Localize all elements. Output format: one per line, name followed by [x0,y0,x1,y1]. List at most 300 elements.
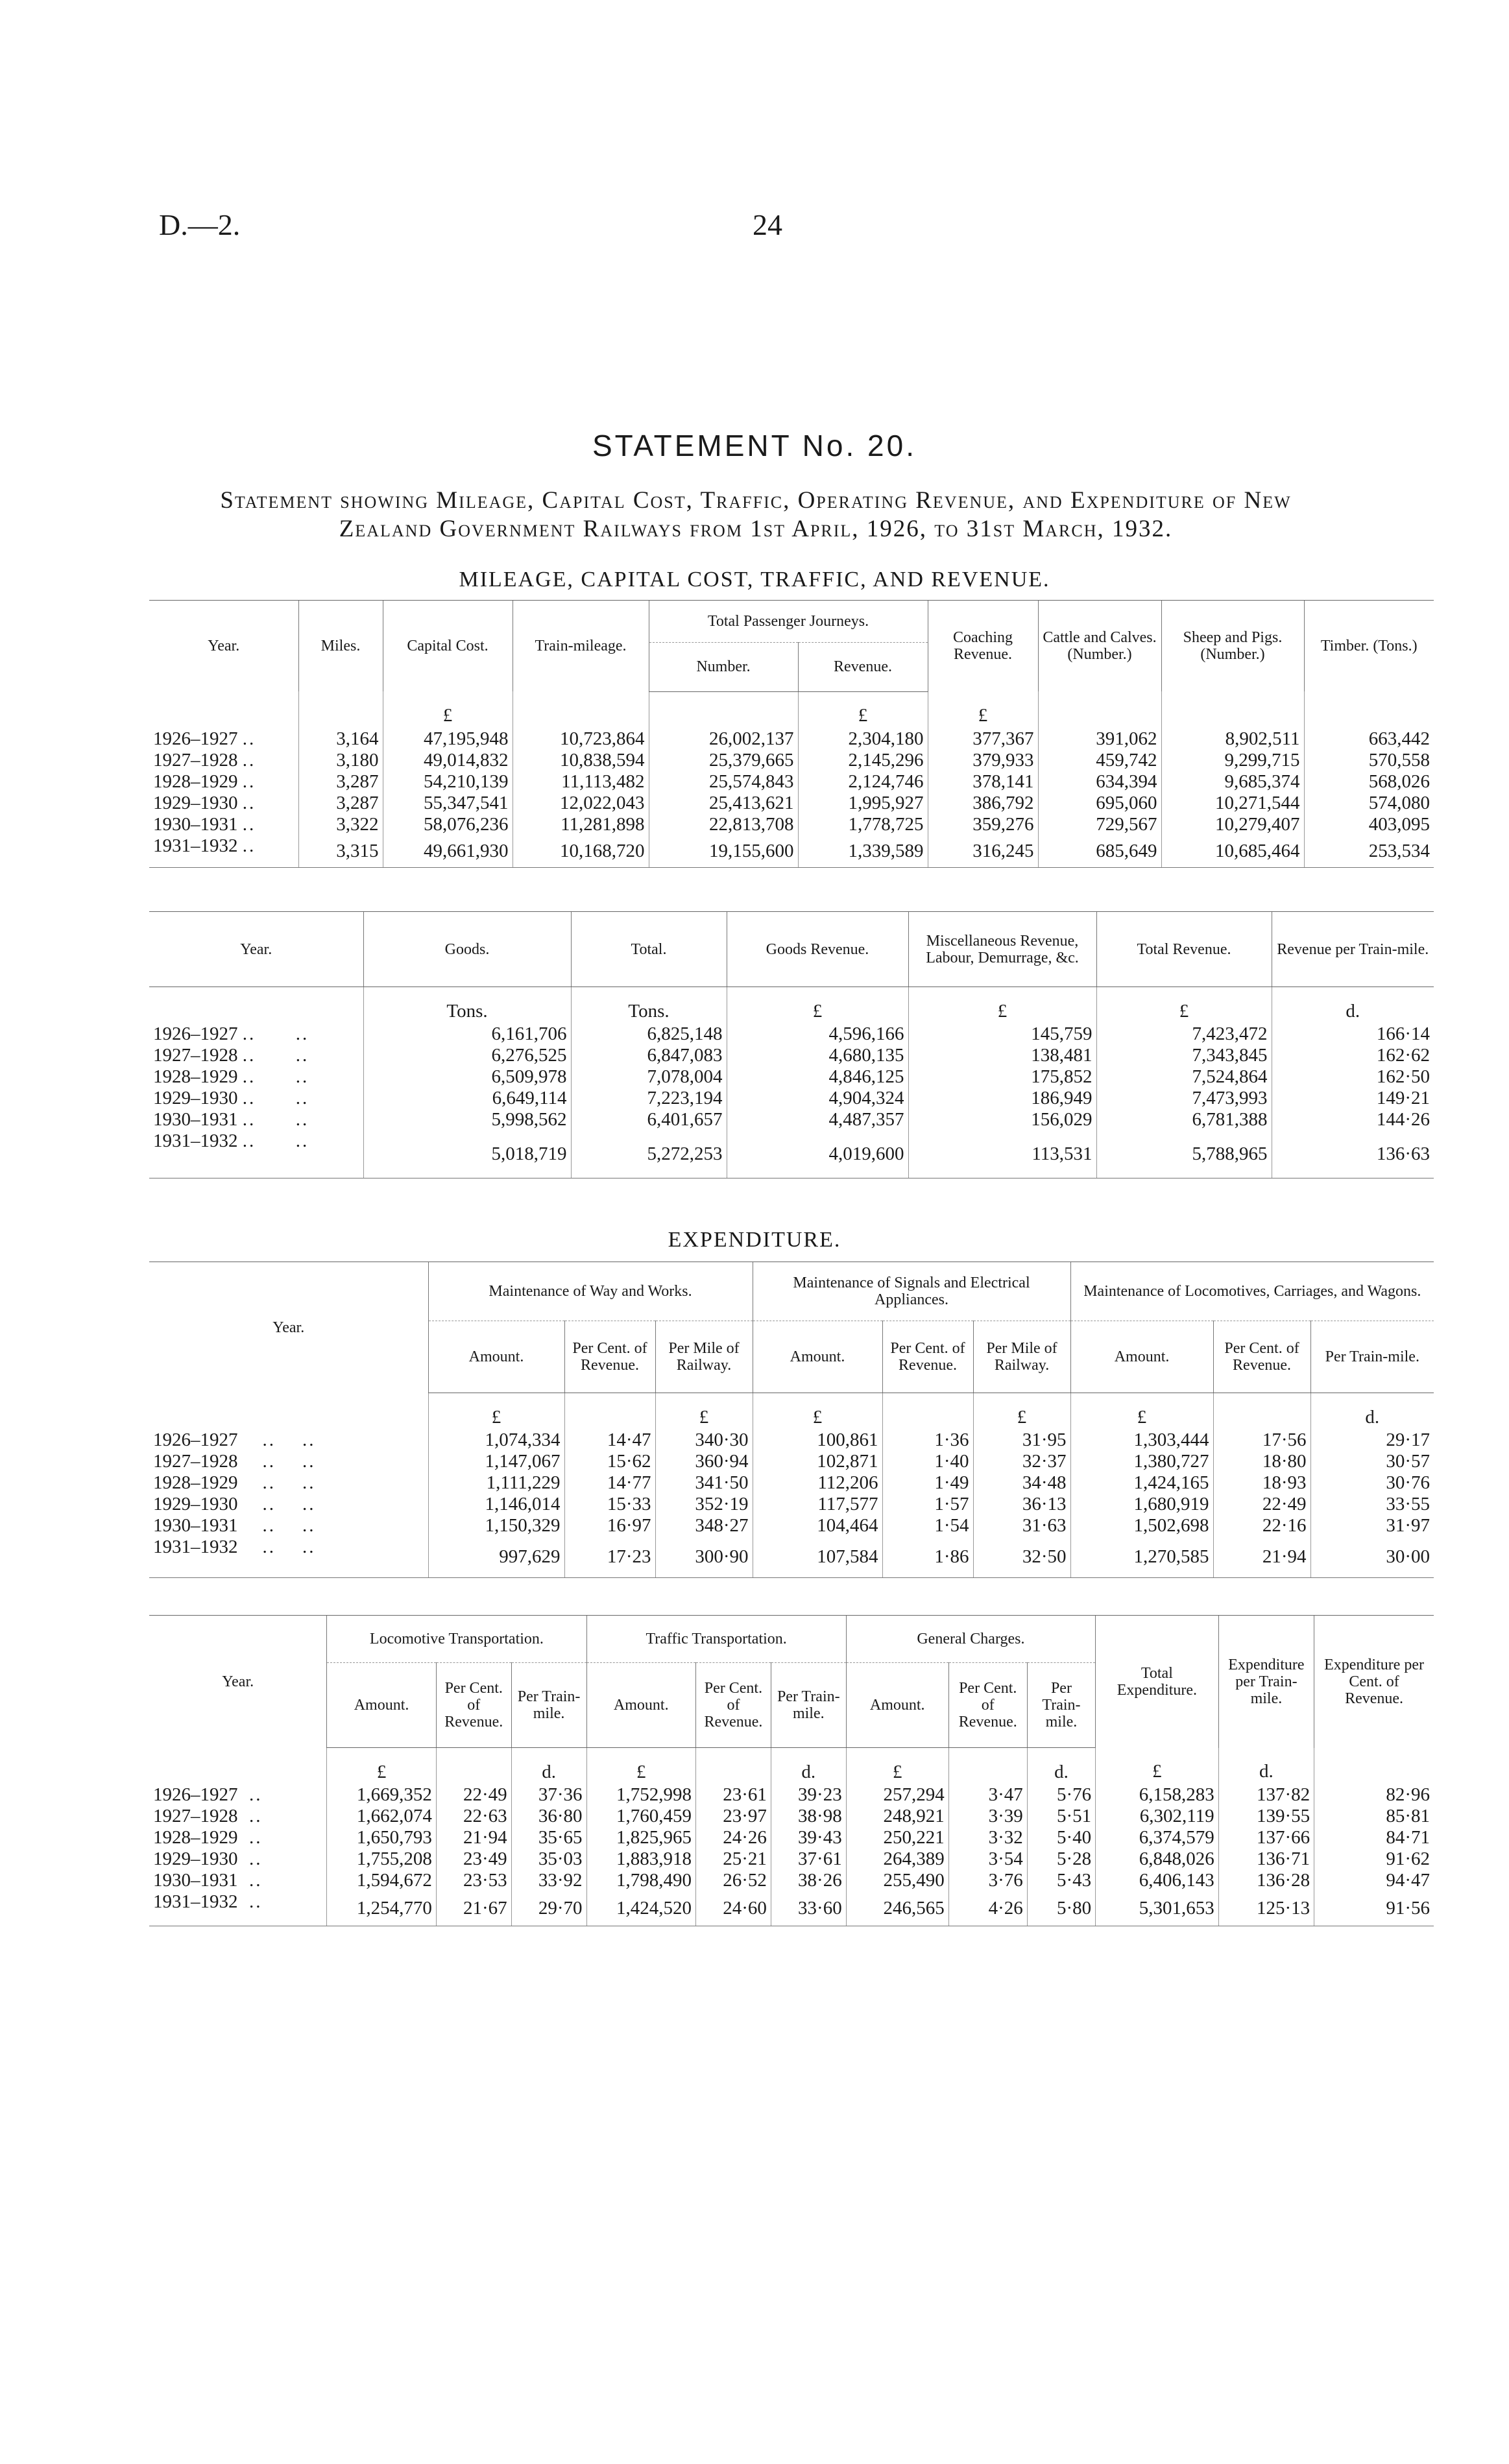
cattle-cell: 634,394 [1038,771,1161,793]
goods-revenue-cell: 4,596,166 [727,1023,908,1045]
expenditure-pct-cell: 94·47 [1314,1870,1434,1891]
expenditure-train-mile-cell: 137·82 [1218,1784,1314,1806]
goods-cell: 6,509,978 [363,1066,571,1088]
col-per-cent: Per Cent. of Revenue. [436,1663,511,1748]
loco-amount-cell: 1,270,585 [1070,1537,1213,1578]
row-year: 1930–1931 [153,1109,238,1130]
signals-mile-cell: 36·13 [973,1494,1070,1515]
row-year: 1927–1928 [153,1045,238,1066]
col-amount: Amount. [753,1321,882,1393]
misc-cell: 113,531 [908,1130,1096,1178]
signals-pct-cell: 1·54 [882,1515,973,1537]
col-per-train-mile: Per Train-mile. [771,1663,846,1748]
signals-mile-cell: 32·37 [973,1451,1070,1472]
traffic-train-mile-cell: 33·60 [771,1891,846,1926]
signals-amount-cell: 107,584 [753,1537,882,1578]
unit-pence: d. [1272,987,1434,1024]
section-title-mileage: MILEAGE, CAPITAL COST, TRAFFIC, AND REVENUE. [459,568,1050,592]
total-cell: 6,847,083 [571,1045,727,1066]
traffic-amount-cell: 1,825,965 [586,1827,696,1848]
unit-pound: £ [798,691,928,728]
general-pct-cell: 3·39 [948,1806,1027,1827]
col-way-works: Maintenance of Way and Works. [428,1262,753,1321]
row-year: 1926–1927 [153,1784,238,1805]
loco-train-mile-cell: 30·00 [1310,1537,1434,1578]
miles-cell: 3,315 [298,835,383,868]
passenger-number-cell: 19,155,600 [649,835,798,868]
subtitle-line-1: Statement showing Mileage, Capital Cost, Traffic, Operating Revenue, and Expenditure of New [220,487,1292,514]
passenger-revenue-cell: 2,124,746 [798,771,928,793]
general-pct-cell: 3·54 [948,1848,1027,1870]
goods-cell: 6,276,525 [363,1045,571,1066]
table-row: 1929–1930 .. 3,287 55,347,541 12,022,043 25,413,621 1,995,927 386,792 695,060 10,271,544 574,080 [149,793,1434,814]
unit-pound: £ [1070,1393,1213,1430]
table-row: 1929–1930 .. 1,755,208 23·49 35·03 1,883,918 25·21 37·61 264,389 3·54 5·28 6,848,026 136·71 91·62 [149,1848,1434,1870]
loco-pct-cell: 21·67 [436,1891,511,1926]
misc-cell: 156,029 [908,1109,1096,1130]
total-revenue-cell: 5,788,965 [1096,1130,1272,1178]
table-row: 1928–1929 .. .. 1,111,229 14·77 341·50 112,206 1·49 34·48 1,424,165 18·93 30·76 [149,1472,1434,1494]
train-mileage-cell: 10,838,594 [513,750,649,771]
table-row: 1930–1931 .. 3,322 58,076,236 11,281,898 22,813,708 1,778,725 359,276 729,567 10,279,407 403,095 [149,814,1434,835]
loco-train-mile-cell: 31·97 [1310,1515,1434,1537]
col-per-train-mile: Per Train-mile. [1027,1663,1095,1748]
table-row: 1930–1931 .. .. 1,150,329 16·97 348·27 104,464 1·54 31·63 1,502,698 22·16 31·97 [149,1515,1434,1537]
col-total: Total. [571,912,727,987]
loco-train-mile-cell: 36·80 [511,1806,586,1827]
way-amount-cell: 1,150,329 [428,1515,564,1537]
table-row: 1927–1928 .. .. 1,147,067 15·62 360·94 102,871 1·40 32·37 1,380,727 18·80 30·57 [149,1451,1434,1472]
miles-cell: 3,180 [298,750,383,771]
signals-pct-cell: 1·36 [882,1429,973,1451]
total-revenue-cell: 7,423,472 [1096,1023,1272,1045]
col-sheep: Sheep and Pigs. (Number.) [1161,601,1304,692]
per-mile-cell: 162·50 [1272,1066,1434,1088]
expenditure-pct-cell: 91·62 [1314,1848,1434,1870]
total-revenue-cell: 7,524,864 [1096,1066,1272,1088]
coaching-cell: 386,792 [928,793,1038,814]
general-pct-cell: 3·76 [948,1870,1027,1891]
capital-cell: 58,076,236 [383,814,513,835]
col-per-cent: Per Cent. of Revenue. [564,1321,655,1393]
general-train-mile-cell: 5·51 [1027,1806,1095,1827]
loco-amount-cell: 1,650,793 [327,1827,437,1848]
way-mile-cell: 352·19 [655,1494,753,1515]
loco-pct-cell: 18·93 [1213,1472,1310,1494]
way-pct-cell: 15·62 [564,1451,655,1472]
sheep-cell: 10,685,464 [1161,835,1304,868]
table-row: 1931–1932 .. 1,254,770 21·67 29·70 1,424,520 24·60 33·60 246,565 4·26 5·80 5,301,653 125·13 91·56 [149,1891,1434,1926]
loco-amount-cell: 1,662,074 [327,1806,437,1827]
col-year: Year. [149,601,298,692]
passenger-revenue-cell: 2,145,296 [798,750,928,771]
col-total-expenditure: Total Expenditure. [1096,1616,1219,1748]
goods-revenue-cell: 4,680,135 [727,1045,908,1066]
unit-pound: £ [586,1748,696,1785]
capital-cell: 49,014,832 [383,750,513,771]
loco-amount-cell: 1,669,352 [327,1784,437,1806]
loco-train-mile-cell: 30·76 [1310,1472,1434,1494]
table-row: 1927–1928 .. .. 6,276,525 6,847,083 4,680,135 138,481 7,343,845 162·62 [149,1045,1434,1066]
expenditure-pct-cell: 85·81 [1314,1806,1434,1827]
way-pct-cell: 16·97 [564,1515,655,1537]
table-row: 1931–1932 .. .. 5,018,719 5,272,253 4,019,600 113,531 5,788,965 136·63 [149,1130,1434,1178]
section-title-expenditure: EXPENDITURE. [668,1228,841,1252]
loco-train-mile-cell: 30·57 [1310,1451,1434,1472]
loco-amount-cell: 1,254,770 [327,1891,437,1926]
way-mile-cell: 340·30 [655,1429,753,1451]
col-cattle: Cattle and Calves. (Number.) [1038,601,1161,692]
passenger-number-cell: 25,413,621 [649,793,798,814]
table-row: 1928–1929 .. 1,650,793 21·94 35·65 1,825,965 24·26 39·43 250,221 3·32 5·40 6,374,579 137·66 84·71 [149,1827,1434,1848]
col-per-cent: Per Cent. of Revenue. [948,1663,1027,1748]
total-cell: 6,401,657 [571,1109,727,1130]
loco-pct-cell: 17·56 [1213,1429,1310,1451]
traffic-amount-cell: 1,424,520 [586,1891,696,1926]
way-mile-cell: 341·50 [655,1472,753,1494]
total-cell: 7,078,004 [571,1066,727,1088]
general-pct-cell: 3·32 [948,1827,1027,1848]
row-year: 1930–1931 [153,813,238,835]
row-year: 1927–1928 [153,1451,238,1472]
goods-cell: 5,018,719 [363,1130,571,1178]
table-row: 1930–1931 .. .. 5,998,562 6,401,657 4,487,357 156,029 6,781,388 144·26 [149,1109,1434,1130]
traffic-train-mile-cell: 38·98 [771,1806,846,1827]
loco-train-mile-cell: 35·03 [511,1848,586,1870]
total-revenue-cell: 7,343,845 [1096,1045,1272,1066]
row-year: 1926–1927 [153,1023,238,1044]
col-revenue-per-train-mile: Revenue per Train-mile. [1272,912,1434,987]
traffic-amount-cell: 1,883,918 [586,1848,696,1870]
signals-pct-cell: 1·40 [882,1451,973,1472]
traffic-pct-cell: 26·52 [696,1870,771,1891]
total-cell: 6,825,148 [571,1023,727,1045]
total-expenditure-cell: 6,406,143 [1096,1870,1219,1891]
total-cell: 5,272,253 [571,1130,727,1178]
expenditure-train-mile-cell: 139·55 [1218,1806,1314,1827]
unit-pound: £ [428,1393,564,1430]
passenger-number-cell: 26,002,137 [649,728,798,750]
general-train-mile-cell: 5·76 [1027,1784,1095,1806]
timber-cell: 253,534 [1304,835,1434,868]
expenditure-train-mile-cell: 136·28 [1218,1870,1314,1891]
per-mile-cell: 136·63 [1272,1130,1434,1178]
row-year: 1929–1930 [153,1088,238,1108]
unit-tons: Tons. [363,987,571,1024]
miles-cell: 3,287 [298,771,383,793]
expenditure-pct-cell: 84·71 [1314,1827,1434,1848]
loco-amount-cell: 1,502,698 [1070,1515,1213,1537]
per-mile-cell: 144·26 [1272,1109,1434,1130]
traffic-pct-cell: 23·61 [696,1784,771,1806]
transportation-expenditure-table [149,1615,1434,1926]
unit-pound: £ [1096,1748,1219,1785]
way-mile-cell: 348·27 [655,1515,753,1537]
traffic-amount-cell: 1,760,459 [586,1806,696,1827]
way-mile-cell: 360·94 [655,1451,753,1472]
col-per-cent: Per Cent. of Revenue. [882,1321,973,1393]
goods-revenue-cell: 4,904,324 [727,1088,908,1109]
capital-cell: 47,195,948 [383,728,513,750]
signals-mile-cell: 31·63 [973,1515,1070,1537]
col-miles: Miles. [298,601,383,692]
general-train-mile-cell: 5·80 [1027,1891,1095,1926]
expenditure-pct-cell: 82·96 [1314,1784,1434,1806]
total-expenditure-cell: 6,302,119 [1096,1806,1219,1827]
misc-cell: 145,759 [908,1023,1096,1045]
loco-pct-cell: 21·94 [436,1827,511,1848]
col-train-mileage: Train-mileage. [513,601,649,692]
expenditure-pct-cell: 91·56 [1314,1891,1434,1926]
per-mile-cell: 166·14 [1272,1023,1434,1045]
loco-train-mile-cell: 35·65 [511,1827,586,1848]
total-expenditure-cell: 6,374,579 [1096,1827,1219,1848]
train-mileage-cell: 10,723,864 [513,728,649,750]
col-goods-revenue: Goods Revenue. [727,912,908,987]
per-mile-cell: 149·21 [1272,1088,1434,1109]
sheep-cell: 9,685,374 [1161,771,1304,793]
general-train-mile-cell: 5·28 [1027,1848,1095,1870]
coaching-cell: 377,367 [928,728,1038,750]
traffic-pct-cell: 25·21 [696,1848,771,1870]
general-amount-cell: 246,565 [846,1891,948,1926]
sheep-cell: 9,299,715 [1161,750,1304,771]
unit-pence: d. [1218,1748,1314,1785]
way-mile-cell: 300·90 [655,1537,753,1578]
capital-cell: 54,210,139 [383,771,513,793]
goods-revenue-cell: 4,019,600 [727,1130,908,1178]
way-amount-cell: 1,111,229 [428,1472,564,1494]
col-amount: Amount. [846,1663,948,1748]
row-year: 1930–1931 [153,1515,238,1536]
col-traffic-transportation: Traffic Transportation. [586,1616,846,1663]
misc-cell: 138,481 [908,1045,1096,1066]
goods-cell: 5,998,562 [363,1109,571,1130]
goods-cell: 6,649,114 [363,1088,571,1109]
table-row: 1929–1930 .. .. 1,146,014 15·33 352·19 117,577 1·57 36·13 1,680,919 22·49 33·55 [149,1494,1434,1515]
row-year: 1928–1929 [153,1827,238,1848]
row-year: 1927–1928 [153,1806,238,1826]
loco-train-mile-cell: 37·36 [511,1784,586,1806]
col-goods: Goods. [363,912,571,987]
expenditure-train-mile-cell: 137·66 [1218,1827,1314,1848]
col-per-mile-railway: Per Mile of Railway. [973,1321,1070,1393]
row-year: 1928–1929 [153,1472,238,1493]
unit-pence: d. [1027,1748,1095,1785]
coaching-cell: 359,276 [928,814,1038,835]
col-general-charges: General Charges. [846,1616,1095,1663]
table-row: 1928–1929 .. .. 6,509,978 7,078,004 4,846,125 175,852 7,524,864 162·50 [149,1066,1434,1088]
unit-pence: d. [511,1748,586,1785]
goods-revenue-table [149,911,1434,1178]
unit-pound: £ [753,1393,882,1430]
col-locomotives: Maintenance of Locomotives, Carriages, and Wagons. [1070,1262,1434,1321]
loco-amount-cell: 1,380,727 [1070,1451,1213,1472]
col-passenger-number: Number. [649,642,798,691]
signals-mile-cell: 32·50 [973,1537,1070,1578]
train-mileage-cell: 12,022,043 [513,793,649,814]
col-amount: Amount. [428,1321,564,1393]
col-amount: Amount. [327,1663,437,1748]
traffic-amount-cell: 1,752,998 [586,1784,696,1806]
miles-cell: 3,287 [298,793,383,814]
signals-mile-cell: 31·95 [973,1429,1070,1451]
loco-amount-cell: 1,755,208 [327,1848,437,1870]
signals-amount-cell: 102,871 [753,1451,882,1472]
general-train-mile-cell: 5·43 [1027,1870,1095,1891]
way-pct-cell: 14·47 [564,1429,655,1451]
way-pct-cell: 15·33 [564,1494,655,1515]
coaching-cell: 379,933 [928,750,1038,771]
col-year: Year. [149,912,363,987]
coaching-cell: 316,245 [928,835,1038,868]
unit-pound: £ [846,1748,948,1785]
general-train-mile-cell: 5·40 [1027,1827,1095,1848]
row-year: 1931–1932 [153,1537,238,1557]
col-locomotive-transportation: Locomotive Transportation. [327,1616,586,1663]
unit-pound: £ [327,1748,437,1785]
loco-train-mile-cell: 33·55 [1310,1494,1434,1515]
subtitle-line-2: Zealand Government Railways from 1st April, 1926, to 31st March, 1932. [339,516,1173,542]
col-per-train-mile: Per Train-mile. [1310,1321,1434,1393]
table-row: 1926–1927 .. .. 1,074,334 14·47 340·30 100,861 1·36 31·95 1,303,444 17·56 29·17 [149,1429,1434,1451]
row-year: 1926–1927 [153,1429,238,1450]
general-amount-cell: 257,294 [846,1784,948,1806]
miles-cell: 3,322 [298,814,383,835]
col-total-revenue: Total Revenue. [1096,912,1272,987]
way-amount-cell: 1,146,014 [428,1494,564,1515]
capital-cell: 49,661,930 [383,835,513,868]
row-year: 1928–1929 [153,771,238,792]
general-amount-cell: 248,921 [846,1806,948,1827]
table-row: 1927–1928 .. 3,180 49,014,832 10,838,594 25,379,665 2,145,296 379,933 459,742 9,299,715 570,558 [149,750,1434,771]
col-misc-revenue: Miscellaneous Revenue, Labour, Demurrage, &c. [908,912,1096,987]
table-row: 1931–1932 .. .. 997,629 17·23 300·90 107,584 1·86 32·50 1,270,585 21·94 30·00 [149,1537,1434,1578]
sheep-cell: 10,271,544 [1161,793,1304,814]
general-pct-cell: 3·47 [948,1784,1027,1806]
general-pct-cell: 4·26 [948,1891,1027,1926]
traffic-amount-cell: 1,798,490 [586,1870,696,1891]
traffic-pct-cell: 24·60 [696,1891,771,1926]
general-amount-cell: 264,389 [846,1848,948,1870]
col-amount: Amount. [586,1663,696,1748]
total-expenditure-cell: 6,848,026 [1096,1848,1219,1870]
passenger-number-cell: 25,379,665 [649,750,798,771]
row-year: 1929–1930 [153,792,238,813]
goods-cell: 6,161,706 [363,1023,571,1045]
passenger-number-cell: 25,574,843 [649,771,798,793]
col-passenger-revenue: Revenue. [798,642,928,691]
col-passenger-journeys: Total Passenger Journeys. [649,601,928,643]
table-row: 1929–1930 .. .. 6,649,114 7,223,194 4,904,324 186,949 7,473,993 149·21 [149,1088,1434,1109]
loco-pct-cell: 22·63 [436,1806,511,1827]
col-amount: Amount. [1070,1321,1213,1393]
total-expenditure-cell: 5,301,653 [1096,1891,1219,1926]
unit-pound: £ [727,987,908,1024]
statement-title: STATEMENT No. 20. [592,429,917,462]
table-row: 1926–1927 .. .. 6,161,706 6,825,148 4,596,166 145,759 7,423,472 166·14 [149,1023,1434,1045]
timber-cell: 568,026 [1304,771,1434,793]
sheep-cell: 10,279,407 [1161,814,1304,835]
expenditure-train-mile-cell: 125·13 [1218,1891,1314,1926]
traffic-train-mile-cell: 37·61 [771,1848,846,1870]
total-revenue-cell: 7,473,993 [1096,1088,1272,1109]
loco-pct-cell: 21·94 [1213,1537,1310,1578]
passenger-revenue-cell: 2,304,180 [798,728,928,750]
signals-pct-cell: 1·49 [882,1472,973,1494]
unit-pound: £ [655,1393,753,1430]
row-year: 1931–1932 [153,1891,238,1912]
page-reference: D.—2. [159,208,241,241]
col-per-train-mile: Per Train-mile. [511,1663,586,1748]
row-year: 1931–1932 [153,1130,238,1151]
miles-cell: 3,164 [298,728,383,750]
unit-pound: £ [928,691,1038,728]
table-row: 1928–1929 .. 3,287 54,210,139 11,113,482 25,574,843 2,124,746 378,141 634,394 9,685,374 568,026 [149,771,1434,793]
timber-cell: 663,442 [1304,728,1434,750]
row-year: 1928–1929 [153,1066,238,1087]
table-row: 1926–1927 .. 3,164 47,195,948 10,723,864 26,002,137 2,304,180 377,367 391,062 8,902,511 663,442 [149,728,1434,750]
traffic-train-mile-cell: 38·26 [771,1870,846,1891]
table-row: 1931–1932 .. 3,315 49,661,930 10,168,720 19,155,600 1,339,589 316,245 685,649 10,685,464 253,534 [149,835,1434,868]
loco-train-mile-cell: 29·17 [1310,1429,1434,1451]
signals-pct-cell: 1·57 [882,1494,973,1515]
signals-pct-cell: 1·86 [882,1537,973,1578]
row-year: 1929–1930 [153,1848,238,1869]
table-row: 1927–1928 .. 1,662,074 22·63 36·80 1,760,459 23·97 38·98 248,921 3·39 5·51 6,302,119 139·55 85·81 [149,1806,1434,1827]
signals-amount-cell: 100,861 [753,1429,882,1451]
unit-tons: Tons. [571,987,727,1024]
unit-pound: £ [908,987,1096,1024]
mileage-revenue-table [149,600,1434,868]
signals-amount-cell: 104,464 [753,1515,882,1537]
loco-pct-cell: 23·49 [436,1848,511,1870]
passenger-number-cell: 22,813,708 [649,814,798,835]
goods-revenue-cell: 4,487,357 [727,1109,908,1130]
unit-pence: d. [1310,1393,1434,1430]
row-year: 1926–1927 [153,728,238,749]
general-amount-cell: 250,221 [846,1827,948,1848]
loco-train-mile-cell: 33·92 [511,1870,586,1891]
row-year: 1931–1932 [153,835,238,856]
cattle-cell: 685,649 [1038,835,1161,868]
way-amount-cell: 997,629 [428,1537,564,1578]
total-revenue-cell: 6,781,388 [1096,1109,1272,1130]
per-mile-cell: 162·62 [1272,1045,1434,1066]
unit-pound: £ [1096,987,1272,1024]
statement-subtitle [149,486,1362,544]
misc-cell: 186,949 [908,1088,1096,1109]
total-cell: 7,223,194 [571,1088,727,1109]
timber-cell: 403,095 [1304,814,1434,835]
signals-amount-cell: 117,577 [753,1494,882,1515]
loco-pct-cell: 18·80 [1213,1451,1310,1472]
passenger-revenue-cell: 1,339,589 [798,835,928,868]
col-timber: Timber. (Tons.) [1304,601,1434,692]
page-number: 24 [753,208,782,241]
row-year: 1929–1930 [153,1494,238,1514]
way-amount-cell: 1,147,067 [428,1451,564,1472]
col-capital-cost: Capital Cost. [383,601,513,692]
col-year: Year. [149,1262,428,1393]
col-expenditure-per-train-mile: Expenditure per Train-mile. [1218,1616,1314,1748]
signals-mile-cell: 34·48 [973,1472,1070,1494]
table-row: 1930–1931 .. 1,594,672 23·53 33·92 1,798,490 26·52 38·26 255,490 3·76 5·43 6,406,143 136·28 94·47 [149,1870,1434,1891]
col-per-cent: Per Cent. of Revenue. [1213,1321,1310,1393]
train-mileage-cell: 10,168,720 [513,835,649,868]
expenditure-train-mile-cell: 136·71 [1218,1848,1314,1870]
traffic-train-mile-cell: 39·23 [771,1784,846,1806]
